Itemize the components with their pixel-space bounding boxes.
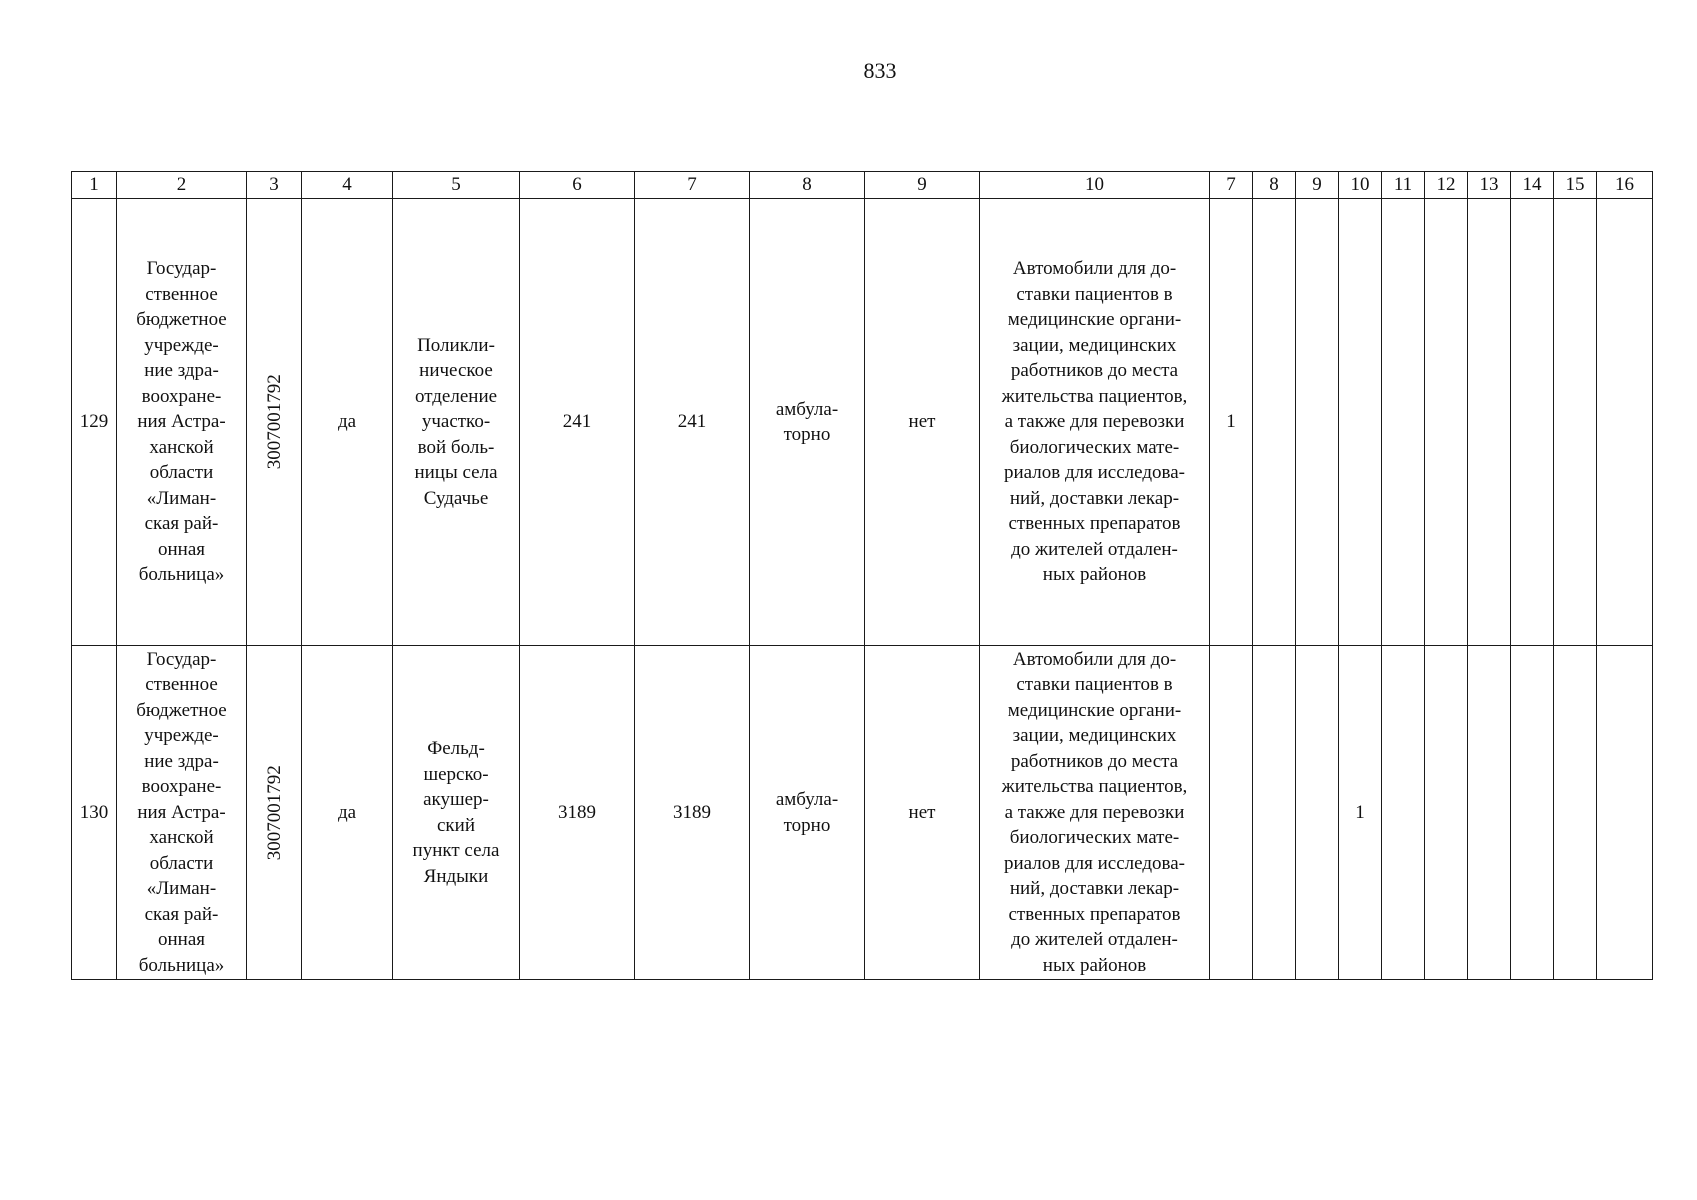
header-cell: 13 <box>1468 172 1511 199</box>
extra-cell <box>1253 646 1296 980</box>
value-6-cell: 3189 <box>520 646 635 980</box>
header-cell: 12 <box>1425 172 1468 199</box>
code-cell <box>247 646 302 980</box>
header-cell: 11 <box>1382 172 1425 199</box>
header-cell: 4 <box>302 172 393 199</box>
header-cell: 2 <box>117 172 247 199</box>
header-cell: 6 <box>520 172 635 199</box>
extra-cell <box>1339 199 1382 646</box>
header-cell: 8 <box>1253 172 1296 199</box>
value-6-cell: 241 <box>520 199 635 646</box>
header-cell: 7 <box>635 172 750 199</box>
code-cell <box>247 199 302 646</box>
data-table <box>71 171 1653 980</box>
extra-cell <box>1253 199 1296 646</box>
extra-cell <box>1382 646 1425 980</box>
header-cell: 5 <box>393 172 520 199</box>
flag-cell: да <box>302 199 393 646</box>
page-number: 833 <box>863 58 897 83</box>
extra-cell <box>1554 199 1597 646</box>
header-cell: 8 <box>750 172 865 199</box>
extra-cell <box>1468 199 1511 646</box>
table-header-row <box>72 172 1653 199</box>
header-cell: 14 <box>1511 172 1554 199</box>
organization-cell: Государ- ственное бюджетное учрежде- ние здра- воохране- ния Астра- ханской области «Лиман- ская рай- онная больница» <box>117 646 247 980</box>
extra-cell <box>1597 199 1653 646</box>
answer-cell: нет <box>865 199 980 646</box>
extra-cell <box>1296 646 1339 980</box>
mode-cell: амбула- торно <box>750 199 865 646</box>
flag-cell: да <box>302 646 393 980</box>
unit-cell: Поликли- ническое отделение участко- вой боль- ницы села Судачье <box>393 199 520 646</box>
value-7-cell: 241 <box>635 199 750 646</box>
header-cell: 7 <box>1210 172 1253 199</box>
header-cell: 3 <box>247 172 302 199</box>
purpose-cell: Автомобили для до- ставки пациентов в медицинские органи- зации, медицинских работников до места жительства пациентов, а также для перевозки биологических мате- риалов для исследова- ний, доставки лекар- ственных препаратов до жителей отдален- ных районов <box>980 646 1210 980</box>
mode-cell: амбула- торно <box>750 646 865 980</box>
extra-cell <box>1425 199 1468 646</box>
table-row <box>72 199 1653 646</box>
row-number-cell: 129 <box>72 199 117 646</box>
extra-cell <box>1554 646 1597 980</box>
answer-cell: нет <box>865 646 980 980</box>
header-cell: 9 <box>1296 172 1339 199</box>
value-7-cell: 3189 <box>635 646 750 980</box>
unit-cell: Фельд- шерско- акушер- ский пункт села Яндыки <box>393 646 520 980</box>
extra-cell <box>1296 199 1339 646</box>
table-row <box>72 646 1653 980</box>
extra-cell <box>1468 646 1511 980</box>
extra-cell <box>1511 646 1554 980</box>
header-cell: 1 <box>72 172 117 199</box>
header-cell: 9 <box>865 172 980 199</box>
extra-cell <box>1597 646 1653 980</box>
header-cell: 15 <box>1554 172 1597 199</box>
row-number-cell: 130 <box>72 646 117 980</box>
organization-cell: Государ- ственное бюджетное учрежде- ние здра- воохране- ния Астра- ханской области «Лиман- ская рай- онная больница» <box>117 199 247 646</box>
extra-cell <box>1382 199 1425 646</box>
extra-cell <box>1511 199 1554 646</box>
extra-cell <box>1210 646 1253 980</box>
extra-cell <box>1425 646 1468 980</box>
extra-cell: 1 <box>1339 646 1382 980</box>
header-cell: 10 <box>1339 172 1382 199</box>
header-cell: 16 <box>1597 172 1653 199</box>
header-cell: 10 <box>980 172 1210 199</box>
purpose-cell: Автомобили для до- ставки пациентов в медицинские органи- зации, медицинских работников до места жительства пациентов, а также для перевозки биологических мате- риалов для исследова- ний, доставки лекар- ственных препаратов до жителей отдален- ных районов <box>980 199 1210 646</box>
code-text: 3007001792 <box>263 765 285 860</box>
extra-cell: 1 <box>1210 199 1253 646</box>
code-text: 3007001792 <box>263 374 285 470</box>
